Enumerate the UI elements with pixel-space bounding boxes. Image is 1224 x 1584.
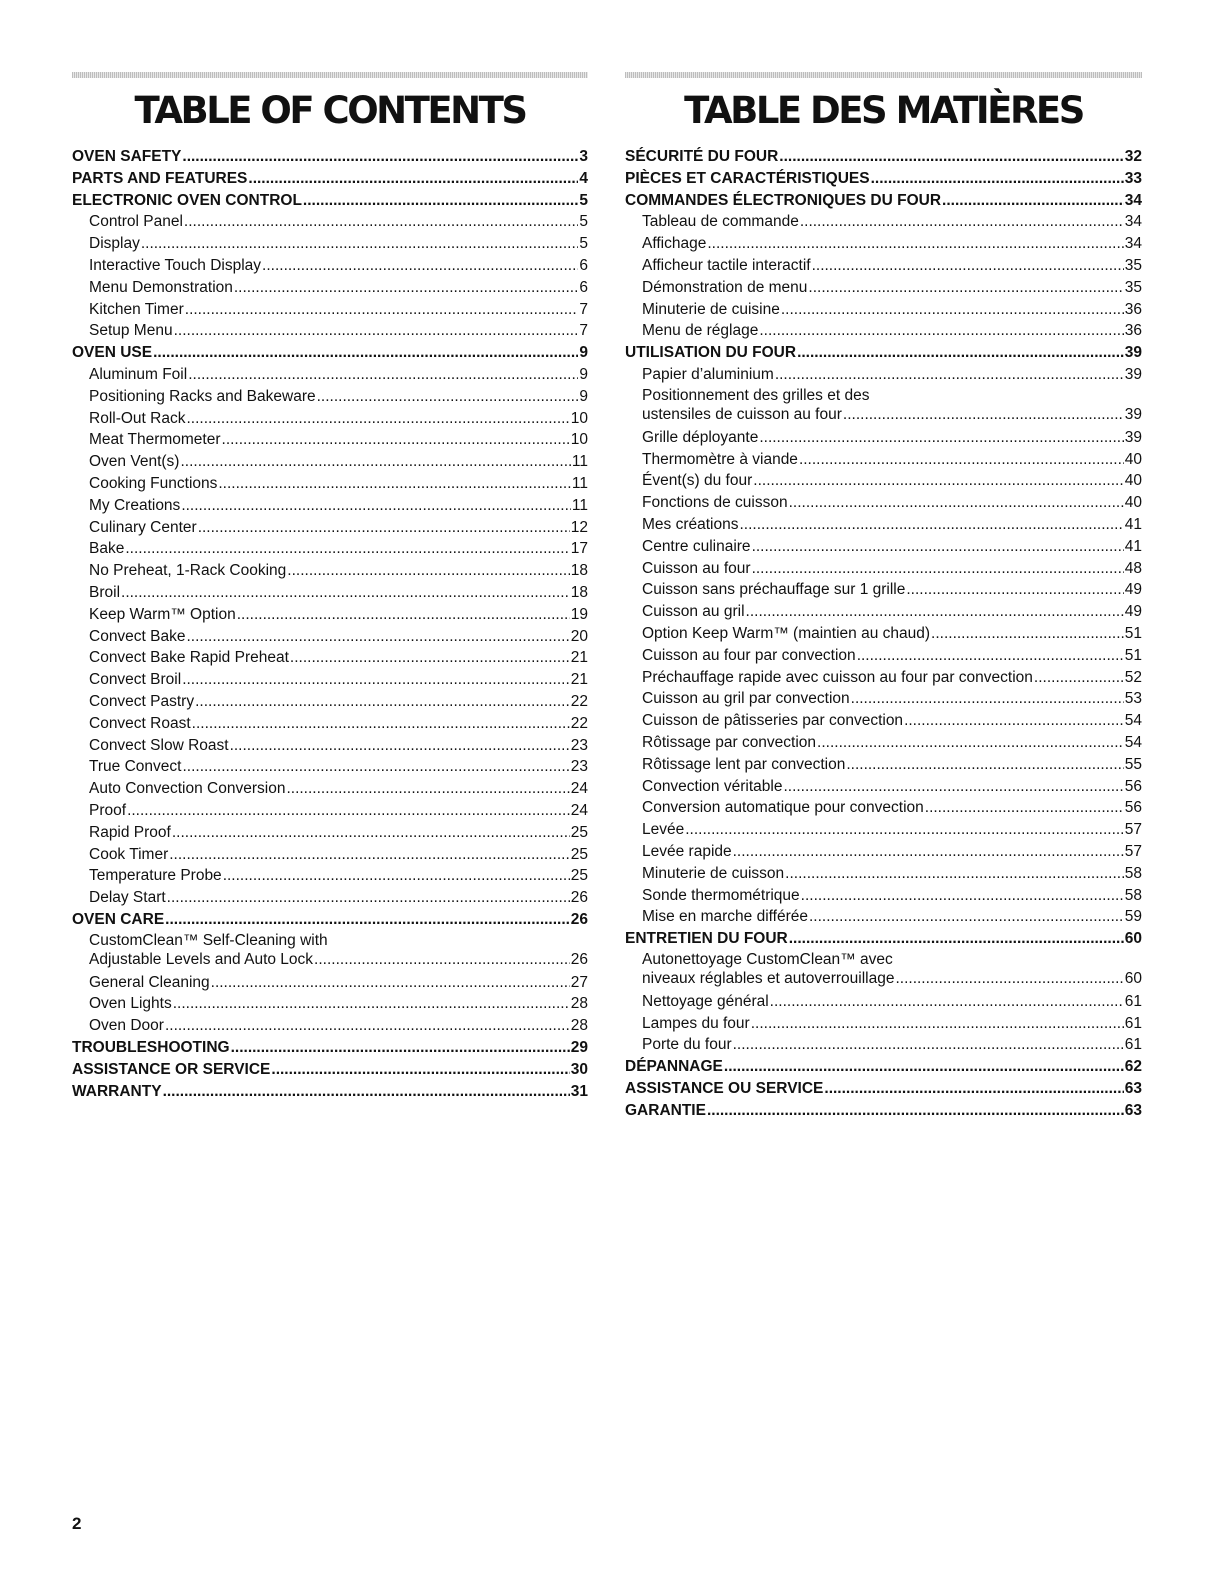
toc-subentry[interactable]: Rapid Proof ..... 25 — [72, 822, 588, 844]
toc-entry[interactable]: GARANTIE ..... 63 — [625, 1100, 1142, 1122]
toc-entry[interactable]: ENTRETIEN DU FOUR ..... 60 — [625, 928, 1142, 950]
toc-subentry[interactable]: Rôtissage lent par convection ..... 55 — [625, 754, 1142, 776]
toc-subentry[interactable]: Conversion automatique pour convection ..... 56 — [625, 797, 1142, 819]
toc-subentry[interactable]: Aluminum Foil ..... 9 — [72, 364, 588, 386]
toc-entry[interactable]: PARTS AND FEATURES ..... 4 — [72, 168, 588, 190]
toc-subentry[interactable]: Interactive Touch Display ..... 6 — [72, 255, 588, 277]
toc-subentry[interactable]: Culinary Center ..... 12 — [72, 517, 588, 539]
toc-subentry-first-line: CustomClean™ Self-Cleaning with — [89, 931, 328, 949]
toc-subentry[interactable]: Minuterie de cuisson ..... 58 — [625, 863, 1142, 885]
toc-subentry[interactable]: Menu de réglage ..... 36 — [625, 320, 1142, 342]
toc-subentry[interactable]: Oven Vent(s) ..... 11 — [72, 451, 588, 473]
toc-heading: TABLE DES MATIÈRES — [684, 89, 1083, 132]
toc-subentry-first-line: Autonettoyage CustomClean™ avec — [642, 950, 893, 968]
toc-subentry[interactable]: Meat Thermometer ..... 10 — [72, 429, 588, 451]
toc-subentry[interactable]: Adjustable Levels and Auto Lock ..... 26 — [72, 950, 588, 969]
toc-entry[interactable]: DÉPANNAGE ..... 62 — [625, 1056, 1142, 1078]
toc-subentry[interactable]: Cooking Functions ..... 11 — [72, 473, 588, 495]
english-toc — [72, 72, 588, 1102]
header-rule — [72, 72, 588, 78]
toc-entry[interactable]: UTILISATION DU FOUR ..... 39 — [625, 342, 1142, 364]
french-toc — [625, 72, 1142, 1122]
toc-subentry[interactable]: True Convect ..... 23 — [72, 756, 588, 778]
toc-subentry[interactable]: Centre culinaire ..... 41 — [625, 536, 1142, 558]
toc-list — [625, 146, 1142, 1122]
toc-subentry[interactable]: Control Panel ..... 5 — [72, 211, 588, 233]
toc-subentry[interactable]: Broil ..... 18 — [72, 582, 588, 604]
toc-subentry[interactable]: Cuisson au gril ..... 49 — [625, 601, 1142, 623]
toc-subentry[interactable]: Afficheur tactile interactif ..... 35 — [625, 255, 1142, 277]
toc-subentry[interactable]: Cuisson sans préchauffage sur 1 grille ..... 49 — [625, 579, 1142, 601]
toc-subentry[interactable]: Porte du four ..... 61 — [625, 1034, 1142, 1056]
toc-subentry[interactable]: Cuisson au four par convection ..... 51 — [625, 645, 1142, 667]
toc-subentry[interactable]: Display ..... 5 — [72, 233, 588, 255]
toc-subentry[interactable]: Tableau de commande ..... 34 — [625, 211, 1142, 233]
toc-entry[interactable]: COMMANDES ÉLECTRONIQUES DU FOUR ..... 34 — [625, 190, 1142, 212]
toc-subentry[interactable]: Option Keep Warm™ (maintien au chaud) ..... 51 — [625, 623, 1142, 645]
toc-subentry[interactable]: Cuisson au gril par convection ..... 53 — [625, 688, 1142, 710]
toc-subentry[interactable]: Menu Demonstration ..... 6 — [72, 277, 588, 299]
toc-subentry[interactable]: Minuterie de cuisine ..... 36 — [625, 299, 1142, 321]
toc-subentry[interactable]: Cuisson au four ..... 48 — [625, 558, 1142, 580]
toc-subentry[interactable]: Auto Convection Conversion ..... 24 — [72, 778, 588, 800]
toc-subentry[interactable]: Démonstration de menu ..... 35 — [625, 277, 1142, 299]
toc-subentry[interactable]: Roll-Out Rack ..... 10 — [72, 408, 588, 430]
toc-subentry[interactable]: Papier d’aluminium ..... 39 — [625, 364, 1142, 386]
toc-subentry[interactable]: Positioning Racks and Bakeware ..... 9 — [72, 386, 588, 408]
toc-subentry[interactable]: Convect Bake ..... 20 — [72, 626, 588, 648]
toc-subentry[interactable]: Préchauffage rapide avec cuisson au four par convection ..... 52 — [625, 667, 1142, 689]
toc-subentry[interactable]: Sonde thermométrique ..... 58 — [625, 885, 1142, 907]
toc-entry[interactable]: SÉCURITÉ DU FOUR ..... 32 — [625, 146, 1142, 168]
toc-heading: TABLE OF CONTENTS — [134, 89, 526, 132]
toc-subentry-first-line: Positionnement des grilles et des — [642, 386, 870, 404]
toc-subentry[interactable]: Oven Lights ..... 28 — [72, 993, 588, 1015]
toc-subentry[interactable]: Convect Bake Rapid Preheat ..... 21 — [72, 647, 588, 669]
toc-subentry[interactable]: Rôtissage par convection ..... 54 — [625, 732, 1142, 754]
toc-subentry[interactable]: Temperature Probe ..... 25 — [72, 865, 588, 887]
toc-entry[interactable]: ELECTRONIC OVEN CONTROL ..... 5 — [72, 190, 588, 212]
toc-subentry[interactable]: Lampes du four ..... 61 — [625, 1013, 1142, 1035]
toc-subentry[interactable]: Évent(s) du four ..... 40 — [625, 470, 1142, 492]
toc-subentry[interactable]: Fonctions de cuisson ..... 40 — [625, 492, 1142, 514]
toc-subentry[interactable]: Convect Slow Roast ..... 23 — [72, 735, 588, 757]
toc-subentry[interactable]: Delay Start ..... 26 — [72, 887, 588, 909]
toc-subentry[interactable]: Grille déployante ..... 39 — [625, 427, 1142, 449]
toc-list — [72, 146, 588, 1102]
toc-entry[interactable]: OVEN CARE ..... 26 — [72, 909, 588, 931]
toc-subentry[interactable]: Levée rapide ..... 57 — [625, 841, 1142, 863]
toc-subentry[interactable]: Cuisson de pâtisseries par convection ..... 54 — [625, 710, 1142, 732]
toc-subentry[interactable]: Nettoyage général ..... 61 — [625, 991, 1142, 1013]
toc-entry[interactable]: WARRANTY ..... 31 — [72, 1081, 588, 1103]
toc-subentry[interactable]: Mise en marche différée ..... 59 — [625, 906, 1142, 928]
toc-subentry[interactable]: Oven Door ..... 28 — [72, 1015, 588, 1037]
toc-subentry[interactable]: Bake ..... 17 — [72, 538, 588, 560]
toc-subentry[interactable]: Convect Pastry ..... 22 — [72, 691, 588, 713]
toc-subentry[interactable]: No Preheat, 1-Rack Cooking ..... 18 — [72, 560, 588, 582]
toc-subentry[interactable]: Convection véritable ..... 56 — [625, 776, 1142, 798]
toc-subentry[interactable]: Convect Roast ..... 22 — [72, 713, 588, 735]
toc-subentry[interactable]: Setup Menu ..... 7 — [72, 320, 588, 342]
page-number: 2 — [72, 1514, 82, 1533]
toc-entry[interactable]: PIÈCES ET CARACTÉRISTIQUES ..... 33 — [625, 168, 1142, 190]
toc-subentry[interactable]: Thermomètre à viande ..... 40 — [625, 449, 1142, 471]
toc-entry[interactable]: ASSISTANCE OU SERVICE ..... 63 — [625, 1078, 1142, 1100]
toc-subentry[interactable]: Affichage ..... 34 — [625, 233, 1142, 255]
toc-subentry[interactable]: My Creations ..... 11 — [72, 495, 588, 517]
toc-subentry[interactable]: Mes créations ..... 41 — [625, 514, 1142, 536]
toc-subentry[interactable]: Proof ..... 24 — [72, 800, 588, 822]
toc-subentry[interactable]: ustensiles de cuisson au four ..... 39 — [625, 405, 1142, 424]
toc-subentry[interactable]: Keep Warm™ Option ..... 19 — [72, 604, 588, 626]
toc-subentry[interactable]: Kitchen Timer ..... 7 — [72, 299, 588, 321]
toc-entry[interactable]: TROUBLESHOOTING ..... 29 — [72, 1037, 588, 1059]
toc-subentry[interactable]: niveaux réglables et autoverrouillage ..... 60 — [625, 969, 1142, 988]
toc-entry[interactable]: ASSISTANCE OR SERVICE ..... 30 — [72, 1059, 588, 1081]
toc-subentry[interactable]: Levée ..... 57 — [625, 819, 1142, 841]
toc-subentry[interactable]: Cook Timer ..... 25 — [72, 844, 588, 866]
toc-entry[interactable]: OVEN SAFETY ..... 3 — [72, 146, 588, 168]
header-rule — [625, 72, 1142, 78]
toc-entry[interactable]: OVEN USE ..... 9 — [72, 342, 588, 364]
toc-subentry[interactable]: Convect Broil ..... 21 — [72, 669, 588, 691]
toc-subentry[interactable]: General Cleaning ..... 27 — [72, 972, 588, 994]
